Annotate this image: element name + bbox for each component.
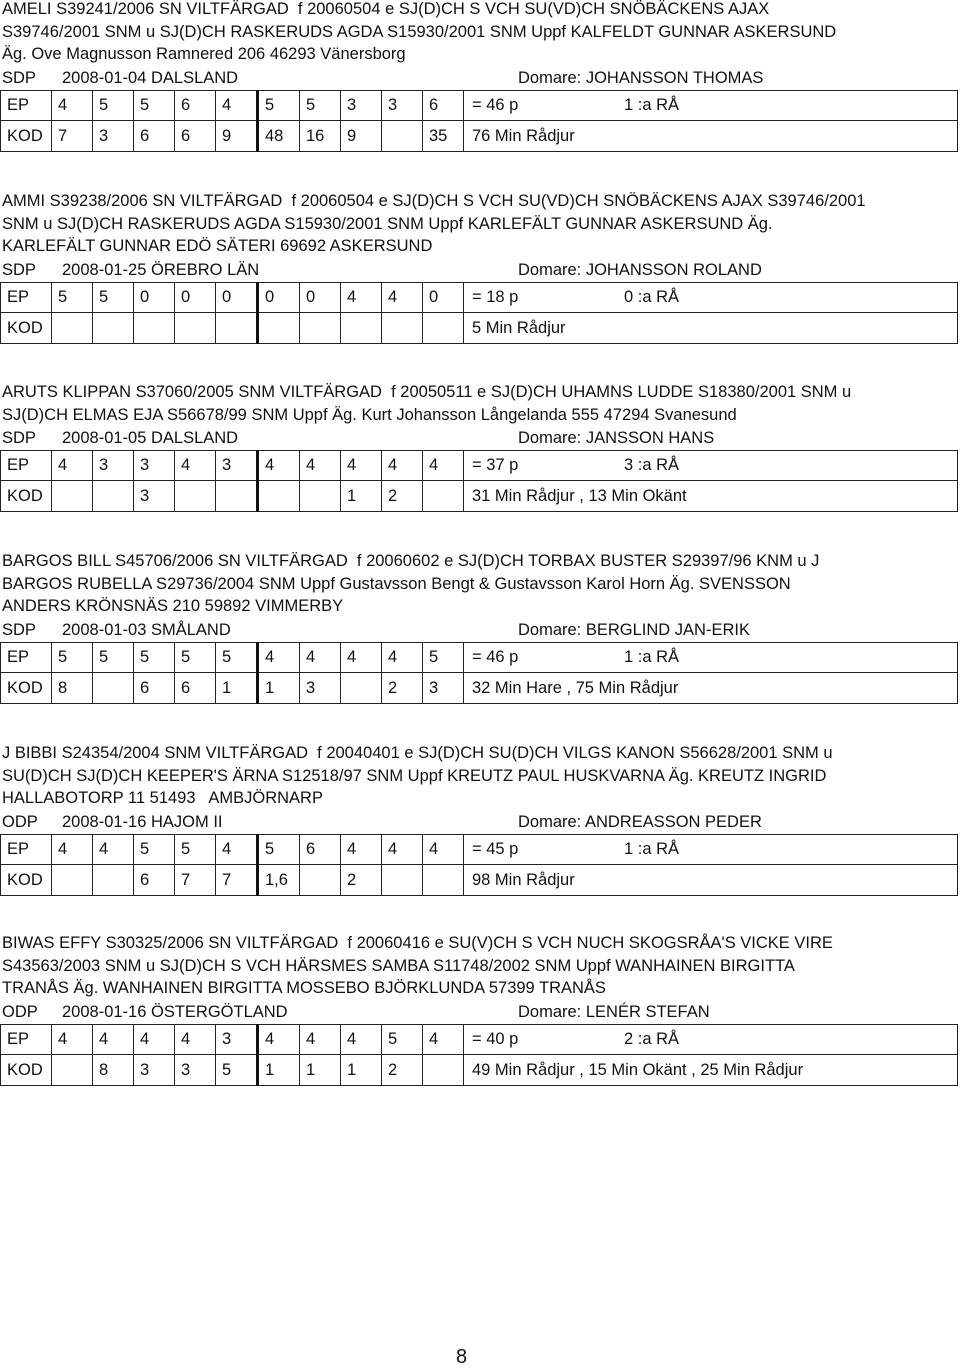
ep-result [464,91,958,121]
dog-entry [0,932,960,1086]
ep-label: EP [1,91,52,121]
kod-score-cell [382,865,423,896]
ep-score-cell: 4 [216,835,258,865]
trial-info-line [2,426,960,450]
ep-score-cell: 5 [93,283,134,313]
ep-score-cell: 3 [216,1025,258,1055]
kod-score-cell [341,673,382,704]
ep-score-cell: 0 [300,283,341,313]
trial-type-label: ODP [2,813,38,832]
ep-score-cell: 6 [175,91,216,121]
ep-score-cell: 4 [341,283,382,313]
ep-score-cell: 5 [134,643,175,673]
kod-score-cell: 2 [382,481,423,512]
ep-score-cell: 0 [423,283,464,313]
score-table [0,450,958,512]
kod-score-cell [382,121,423,152]
ep-result [464,451,958,481]
kod-score-cell: 3 [175,1055,216,1086]
ep-score-cell: 0 [175,283,216,313]
kod-score-cell: 9 [216,121,258,152]
ep-score-cell: 4 [175,451,216,481]
ep-label: EP [1,643,52,673]
ep-label: EP [1,451,52,481]
kod-summary: 49 Min Rådjur , 15 Min Okänt , 25 Min Rådjur [464,1055,958,1086]
ep-score-cell: 4 [423,835,464,865]
ep-score-cell: 4 [52,1025,93,1055]
dog-description [2,932,960,1000]
kod-label: KOD [1,865,52,896]
ep-row [1,451,958,481]
kod-score-cell: 48 [258,121,300,152]
kod-score-cell: 7 [175,865,216,896]
kod-score-cell [341,313,382,344]
kod-score-cell: 8 [93,1055,134,1086]
ep-total: = 46 p [472,96,519,115]
ep-score-cell: 4 [423,451,464,481]
description-line: S39746/2001 SNM u SJ(D)CH RASKERUDS AGDA S15930/2001 SNM Uppf KALFELDT GUNNAR ASKERSUND [2,22,837,41]
kod-score-cell: 6 [134,865,175,896]
trial-date-region: 2008-01-25 ÖREBRO LÄN [62,261,260,280]
ep-score-cell: 4 [382,835,423,865]
ep-score-cell: 4 [134,1025,175,1055]
kod-row [1,121,958,152]
kod-score-cell [175,313,216,344]
kod-score-cell: 2 [341,865,382,896]
ep-score-cell: 4 [93,1025,134,1055]
kod-score-cell [52,1055,93,1086]
ep-score-cell: 4 [52,451,93,481]
kod-row [1,313,958,344]
ep-score-cell: 4 [52,835,93,865]
ep-score-cell: 4 [52,91,93,121]
trial-date-region: 2008-01-04 DALSLAND [62,69,239,88]
kod-score-cell: 3 [300,673,341,704]
kod-score-cell: 35 [423,121,464,152]
dog-entry [0,550,960,704]
ep-score-cell: 4 [341,451,382,481]
kod-score-cell: 7 [52,121,93,152]
kod-label: KOD [1,313,52,344]
ep-score-cell: 4 [341,643,382,673]
ep-score-cell: 4 [341,835,382,865]
ep-score-cell: 0 [258,283,300,313]
ep-score-cell: 4 [341,1025,382,1055]
kod-score-cell [52,865,93,896]
kod-label: KOD [1,1055,52,1086]
ep-result [464,1025,958,1055]
score-table [0,642,958,704]
description-line: SU(D)CH SJ(D)CH KEEPER'S ÄRNA S12518/97 SNM Uppf KREUTZ PAUL HUSKVARNA Äg. KREUTZ INGRID [2,766,827,785]
dog-description [2,742,960,810]
kod-score-cell [423,481,464,512]
ep-score-cell: 4 [300,1025,341,1055]
ep-score-cell: 3 [134,451,175,481]
kod-score-cell: 1,6 [258,865,300,896]
ep-score-cell: 4 [175,1025,216,1055]
ep-total: = 40 p [472,1030,519,1049]
kod-summary: 98 Min Rådjur [464,865,958,896]
description-line: SNM u SJ(D)CH RASKERUDS AGDA S15930/2001 SNM Uppf KARLEFÄLT GUNNAR ASKERSUND Äg. [2,214,773,233]
kod-score-cell: 3 [134,481,175,512]
ep-score-cell: 5 [93,643,134,673]
description-line: S43563/2003 SNM u SJ(D)CH S VCH HÄRSMES SAMBA S11748/2002 SNM Uppf WANHAINEN BIRGITTA [2,956,795,975]
ep-score-cell: 0 [216,283,258,313]
kod-score-cell [258,313,300,344]
ep-score-cell: 4 [258,451,300,481]
kod-score-cell [216,481,258,512]
kod-label: KOD [1,121,52,152]
ep-score-cell: 4 [382,283,423,313]
ep-label: EP [1,835,52,865]
ep-row [1,283,958,313]
trial-date-region: 2008-01-03 SMÅLAND [62,621,231,640]
kod-score-cell [134,313,175,344]
ep-score-cell: 5 [175,835,216,865]
description-line: BIWAS EFFY S30325/2006 SN VILTFÄRGAD f 20060416 e SU(V)CH S VCH NUCH SKOGSRÅA'S VICKE VIRE [2,934,833,952]
kod-score-cell: 6 [175,673,216,704]
ep-total: = 45 p [472,840,519,859]
trial-date-region: 2008-01-05 DALSLAND [62,429,239,448]
dog-entry [0,190,960,344]
kod-score-cell [382,313,423,344]
judge-name: Domare: BERGLIND JAN-ERIK [518,621,750,640]
ep-score-cell: 6 [423,91,464,121]
kod-score-cell [300,865,341,896]
ep-score-cell: 5 [175,643,216,673]
kod-score-cell: 1 [300,1055,341,1086]
page-number: 8 [456,1346,468,1368]
ep-total: = 37 p [472,456,519,475]
ep-result [464,283,958,313]
ep-score-cell: 4 [300,451,341,481]
ep-score-cell: 5 [258,835,300,865]
kod-score-cell [93,313,134,344]
kod-score-cell [423,1055,464,1086]
description-line: HALLABOTORP 11 51493 AMBJÖRNARP [2,789,323,808]
dog-description [2,0,960,66]
ep-score-cell: 3 [93,451,134,481]
judge-name: Domare: JOHANSSON THOMAS [518,69,764,88]
kod-score-cell: 3 [423,673,464,704]
kod-summary: 5 Min Rådjur [464,313,958,344]
kod-row [1,481,958,512]
kod-score-cell [175,481,216,512]
kod-score-cell: 2 [382,673,423,704]
description-line: AMMI S39238/2006 SN VILTFÄRGAD f 20060504 e SJ(D)CH S VCH SU(VD)CH SNÖBÄCKENS AJAX S39746/2001 [2,192,866,210]
score-table [0,834,958,896]
ep-prize: 1 :a RÅ [624,648,680,667]
description-line: Äg. Ove Magnusson Ramnered 206 46293 Vänersborg [2,45,406,64]
kod-score-cell: 6 [134,121,175,152]
kod-score-cell [258,481,300,512]
ep-score-cell: 4 [423,1025,464,1055]
ep-score-cell: 5 [93,91,134,121]
ep-score-cell: 5 [216,643,258,673]
description-line: ARUTS KLIPPAN S37060/2005 SNM VILTFÄRGAD f 20050511 e SJ(D)CH UHAMNS LUDDE S18380/2001 SNM u [2,383,852,401]
ep-row [1,1025,958,1055]
ep-score-cell: 4 [93,835,134,865]
judge-name: Domare: JANSSON HANS [518,429,715,448]
kod-score-cell [300,481,341,512]
ep-score-cell: 4 [258,1025,300,1055]
ep-score-cell: 5 [52,283,93,313]
kod-score-cell: 1 [341,1055,382,1086]
kod-score-cell [93,481,134,512]
description-line: ANDERS KRÖNSNÄS 210 59892 VIMMERBY [2,597,344,616]
ep-score-cell: 5 [134,835,175,865]
trial-type-label: SDP [2,261,36,280]
kod-summary: 76 Min Rådjur [464,121,958,152]
dog-description [2,550,960,618]
ep-score-cell: 5 [134,91,175,121]
ep-score-cell: 5 [300,91,341,121]
ep-score-cell: 4 [216,91,258,121]
kod-score-cell: 9 [341,121,382,152]
kod-score-cell [423,865,464,896]
ep-score-cell: 4 [382,643,423,673]
score-table [0,90,958,152]
description-line: SJ(D)CH ELMAS EJA S56678/99 SNM Uppf Äg. Kurt Johansson Långelanda 555 47294 Svanesund [2,405,737,424]
dog-entry [0,381,960,512]
trial-info-line [2,1000,960,1024]
ep-score-cell: 5 [382,1025,423,1055]
trial-date-region: 2008-01-16 ÖSTERGÖTLAND [62,1003,288,1022]
trial-type-label: ODP [2,1003,38,1022]
dog-entry [0,742,960,896]
ep-score-cell: 4 [382,451,423,481]
kod-score-cell [52,481,93,512]
kod-row [1,1055,958,1086]
kod-score-cell [93,673,134,704]
ep-score-cell: 3 [341,91,382,121]
kod-summary: 32 Min Hare , 75 Min Rådjur [464,673,958,704]
dog-description [2,381,960,426]
ep-score-cell: 5 [52,643,93,673]
kod-score-cell: 7 [216,865,258,896]
dog-description [2,190,960,258]
ep-prize: 2 :a RÅ [624,1030,680,1049]
kod-row [1,865,958,896]
ep-row [1,91,958,121]
ep-prize: 1 :a RÅ [624,840,680,859]
kod-score-cell: 16 [300,121,341,152]
kod-label: KOD [1,673,52,704]
trial-type-label: SDP [2,429,36,448]
trial-type-label: SDP [2,69,36,88]
trial-info-line [2,810,960,834]
kod-summary: 31 Min Rådjur , 13 Min Okänt [464,481,958,512]
dog-entry [0,0,960,152]
judge-name: Domare: LENÉR STEFAN [518,1003,710,1022]
ep-total: = 18 p [472,288,519,307]
ep-score-cell: 4 [258,643,300,673]
score-table [0,1024,958,1086]
kod-score-cell: 8 [52,673,93,704]
kod-score-cell [300,313,341,344]
kod-score-cell [216,313,258,344]
ep-row [1,643,958,673]
description-line: TRANÅS Äg. WANHAINEN BIRGITTA MOSSEBO BJÖRKLUNDA 57399 TRANÅS [2,979,606,998]
kod-score-cell: 5 [216,1055,258,1086]
kod-score-cell: 6 [134,673,175,704]
score-table [0,282,958,344]
trial-date-region: 2008-01-16 HAJOM II [62,813,223,832]
trial-info-line [2,258,960,282]
description-line: BARGOS RUBELLA S29736/2004 SNM Uppf Gustavsson Bengt & Gustavsson Karol Horn Äg. SVENSSON [2,574,791,593]
kod-score-cell: 1 [258,673,300,704]
trial-info-line [2,66,960,90]
kod-score-cell [52,313,93,344]
trial-type-label: SDP [2,621,36,640]
kod-score-cell: 3 [134,1055,175,1086]
ep-row [1,835,958,865]
judge-name: Domare: ANDREASSON PEDER [518,813,762,832]
ep-score-cell: 5 [258,91,300,121]
kod-row [1,673,958,704]
kod-score-cell: 6 [175,121,216,152]
description-line: BARGOS BILL S45706/2006 SN VILTFÄRGAD f 20060602 e SJ(D)CH TORBAX BUSTER S29397/96 KNM u J [2,552,820,570]
ep-label: EP [1,283,52,313]
kod-score-cell: 1 [258,1055,300,1086]
kod-score-cell [93,865,134,896]
ep-score-cell: 3 [216,451,258,481]
ep-total: = 46 p [472,648,519,667]
ep-score-cell: 0 [134,283,175,313]
ep-label: EP [1,1025,52,1055]
ep-prize: 0 :a RÅ [624,288,680,307]
kod-score-cell: 3 [93,121,134,152]
ep-prize: 1 :a RÅ [624,96,680,115]
ep-prize: 3 :a RÅ [624,456,680,475]
trial-info-line [2,618,960,642]
kod-score-cell: 1 [341,481,382,512]
description-line: KARLEFÄLT GUNNAR EDÖ SÄTERI 69692 ASKERSUND [2,237,433,256]
ep-result [464,643,958,673]
kod-score-cell [423,313,464,344]
description-line: J BIBBI S24354/2004 SNM VILTFÄRGAD f 20040401 e SJ(D)CH SU(D)CH VILGS KANON S56628/2001 SNM u [2,744,833,762]
ep-score-cell: 5 [423,643,464,673]
ep-score-cell: 3 [382,91,423,121]
kod-label: KOD [1,481,52,512]
ep-result [464,835,958,865]
description-line: AMELI S39241/2006 SN VILTFÄRGAD f 20060504 e SJ(D)CH S VCH SU(VD)CH SNÖBÄCKENS AJAX [2,0,770,18]
kod-score-cell: 2 [382,1055,423,1086]
ep-score-cell: 4 [300,643,341,673]
kod-score-cell: 1 [216,673,258,704]
ep-score-cell: 6 [300,835,341,865]
judge-name: Domare: JOHANSSON ROLAND [518,261,762,280]
